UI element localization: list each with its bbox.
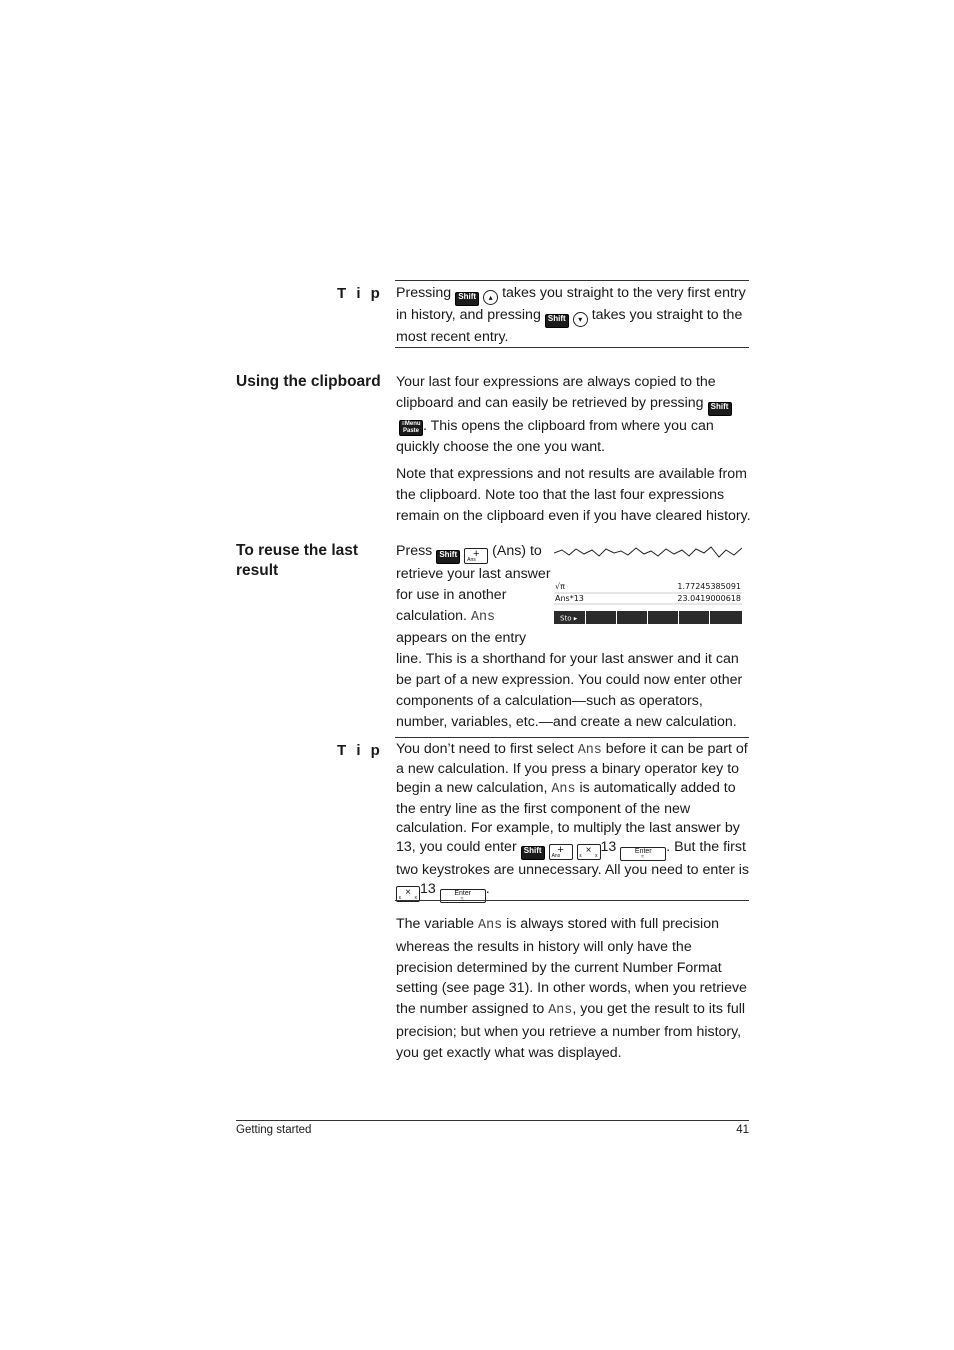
page-number: 41 [736,1124,749,1136]
clipboard-text: . This opens the clipboard from where you can quickly choose the one you want. [396,417,714,455]
shift-key-icon: Shift [708,402,732,416]
tip-body [396,740,752,903]
shift-key-icon: Shift [521,846,545,860]
menu-key-blank[interactable] [586,611,616,624]
ans-key-sublabel: Ans [551,853,561,860]
ans-code: Ans [577,743,602,758]
tip-text: takes you straight to the very first entry in history, and pressing [396,285,746,323]
precision-body [396,914,752,1064]
shift-key-icon: Shift [545,314,569,328]
clipboard-text: Your last four expressions are always copied to the clipboard and can easily be retrieved by pressing [396,374,716,411]
multiply-key-sublabel: ε [399,895,402,902]
reuse-text: line. This is a shorthand for your last answer and it can be part of a new expression. You could now enter other components of a calculation—such as operators, number, variables, etc.—and create a new calculation. [396,651,743,730]
tip-label: T i p [337,742,383,759]
enter-key-sublabel: ≈ [460,896,464,903]
reuse-line: appears on the entry [396,630,527,647]
number-13: 13 [600,839,617,856]
shift-key-icon: Shift [436,550,460,564]
reuse-text: Press [396,543,433,559]
clipboard-body [396,372,752,527]
enter-key-sublabel: ≈ [641,854,645,861]
up-arrow-key-icon: ▴ [483,290,498,305]
tip-text: Pressing [396,285,452,301]
multiply-key-label: × [405,887,411,899]
menu-key-blank[interactable] [648,611,678,624]
shift-key-icon: Shift [455,292,479,306]
heading-line: To reuse the last [236,542,359,559]
torn-edge-line [554,547,742,557]
screen-graphic [554,543,742,627]
multiply-key-icon [577,844,601,860]
down-arrow-key-icon: ▾ [573,312,588,327]
menu-key-blank[interactable] [679,611,709,624]
paste-key-label: Paste [402,427,419,434]
ans-code: Ans [470,609,496,625]
footer-chapter: Getting started [236,1124,312,1136]
precision-text: , you get the result to its full precision; but when you retrieve a number from history, you get exactly what was displayed. [396,1001,746,1061]
menu-paste-key-icon [399,420,423,436]
plus-key-label: + [557,844,564,857]
ans-code: Ans [551,782,576,798]
calculator-screen [554,543,742,627]
clipboard-note: Note that expressions and not results are available from the clipboard. Note too that the last four expressions remain on the clipboard even if you have cleared history. [396,466,751,524]
heading-line: result [236,562,279,579]
menu-key-label: Sto ▸ [560,614,578,623]
precision-text: is always stored with full precision whereas the results in history will only have the precision determined by the current Number Format setting (see page 31). In other words, when you retrieve the number assigned to [396,916,747,1018]
reuse-text: (Ans) to [492,543,542,559]
tip-text: is automatically added to the entry line as the first component of the new calculation. For example, to multiply the last answer by 13, you could enter [396,780,740,856]
menu-key-blank[interactable] [617,611,647,624]
tip-bottom-rule [395,347,749,348]
reuse-line: retrieve your last answer [396,566,551,582]
number-13: 13 [420,881,436,898]
ans-code: Ans [478,918,503,933]
plus-key-icon [464,548,488,564]
reuse-text: calculation. [396,607,467,624]
enter-key-icon [620,847,666,861]
tip-top-rule [395,280,749,281]
menu-key-label: ≡Menu [401,420,421,427]
tip-label: T i p [337,285,383,302]
plus-key-label: + [472,548,480,560]
ans-code: Ans [548,1003,573,1019]
history-result-2: 23.0419000618 [677,594,741,603]
tip-text: before it can be part of a new calculation. If you press a binary operator key to begin a new calculation, [396,741,748,797]
enter-key-label: Enter [454,890,472,898]
section-heading: Using the clipboard [236,373,381,390]
menu-key-blank[interactable] [710,611,742,624]
precision-text: The variable [396,916,475,932]
multiply-key-sublabel: x [414,895,417,902]
tip-bottom-rule [395,900,749,901]
tip-text: . But the first two keystrokes are unnecessary. All you need to enter is [396,839,750,879]
tip-text: takes you straight to the most recent entry. [396,307,743,345]
section-heading [236,541,358,581]
multiply-key-sublabel: ε [579,853,582,860]
footer-rule [236,1120,749,1121]
reuse-line: for use in another [396,586,507,603]
enter-key-label: Enter [634,848,652,856]
ans-key-sublabel: Ans [467,557,476,563]
tip-text: You don’t need to first select [396,741,574,757]
multiply-key-label: × [585,845,592,857]
history-result-1: 1.77245385091 [677,582,741,591]
plus-key-icon [549,844,573,860]
multiply-key-sublabel: x [595,853,598,860]
tip-top-rule [395,737,749,738]
history-expression-1: √π [555,582,565,591]
enter-key-icon [440,889,486,903]
tip-body [396,284,748,347]
history-expression-2: Ans*13 [555,594,584,603]
tip-text: . [485,881,490,898]
